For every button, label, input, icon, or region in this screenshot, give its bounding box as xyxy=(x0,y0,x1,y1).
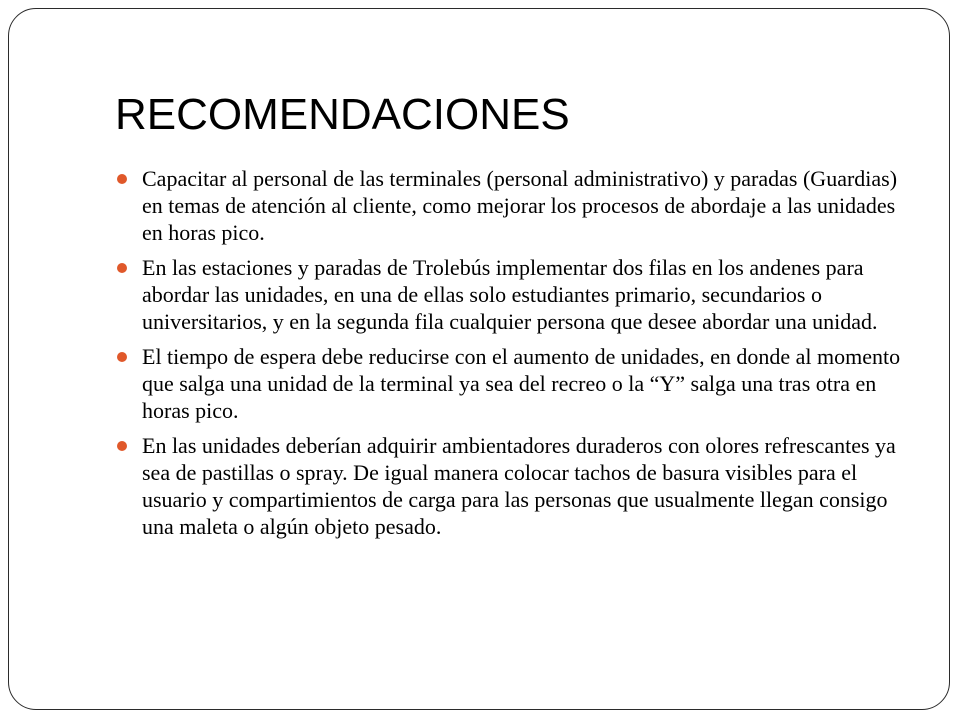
bullet-text-1: Capacitar al personal de las terminales (personal administrativo) y paradas (Guardias) en temas de atención al cliente, como mejorar los procesos de abordaje a las unidades en horas pico. xyxy=(142,166,898,245)
bullet-dot-icon xyxy=(117,352,127,362)
bullet-text-2: En las estaciones y paradas de Trolebús implementar dos filas en los andenes para abordar las unidades, en una de ellas solo estudiantes primario, secundarios o universitarios, y en la segunda fila cualquier persona que desee abordar una unidad. xyxy=(142,255,878,334)
bullet-list xyxy=(115,165,915,548)
bullet-dot-icon xyxy=(117,263,127,273)
bullet-text-4: En las unidades deberían adquirir ambientadores duraderos con olores refrescantes ya sea de pastillas o spray. De igual manera colocar tachos de basura visibles para el usuario y compartimientos de carga para las personas que usualmente llegan consigo una maleta o algún objeto pesado. xyxy=(142,433,896,539)
bullet-dot-icon xyxy=(117,174,127,184)
bullet-item-1 xyxy=(115,165,915,246)
slide-frame xyxy=(8,8,950,710)
slide-title: RECOMENDACIONES xyxy=(115,90,570,139)
bullet-item-4 xyxy=(115,432,915,540)
bullet-text-3: El tiempo de espera debe reducirse con el aumento de unidades, en donde al momento que salga una unidad de la terminal ya sea del recreo o la “Y” salga una tras otra en horas pico. xyxy=(142,344,901,423)
bullet-dot-icon xyxy=(117,441,127,451)
bullet-item-2 xyxy=(115,254,915,335)
bullet-item-3 xyxy=(115,343,915,424)
